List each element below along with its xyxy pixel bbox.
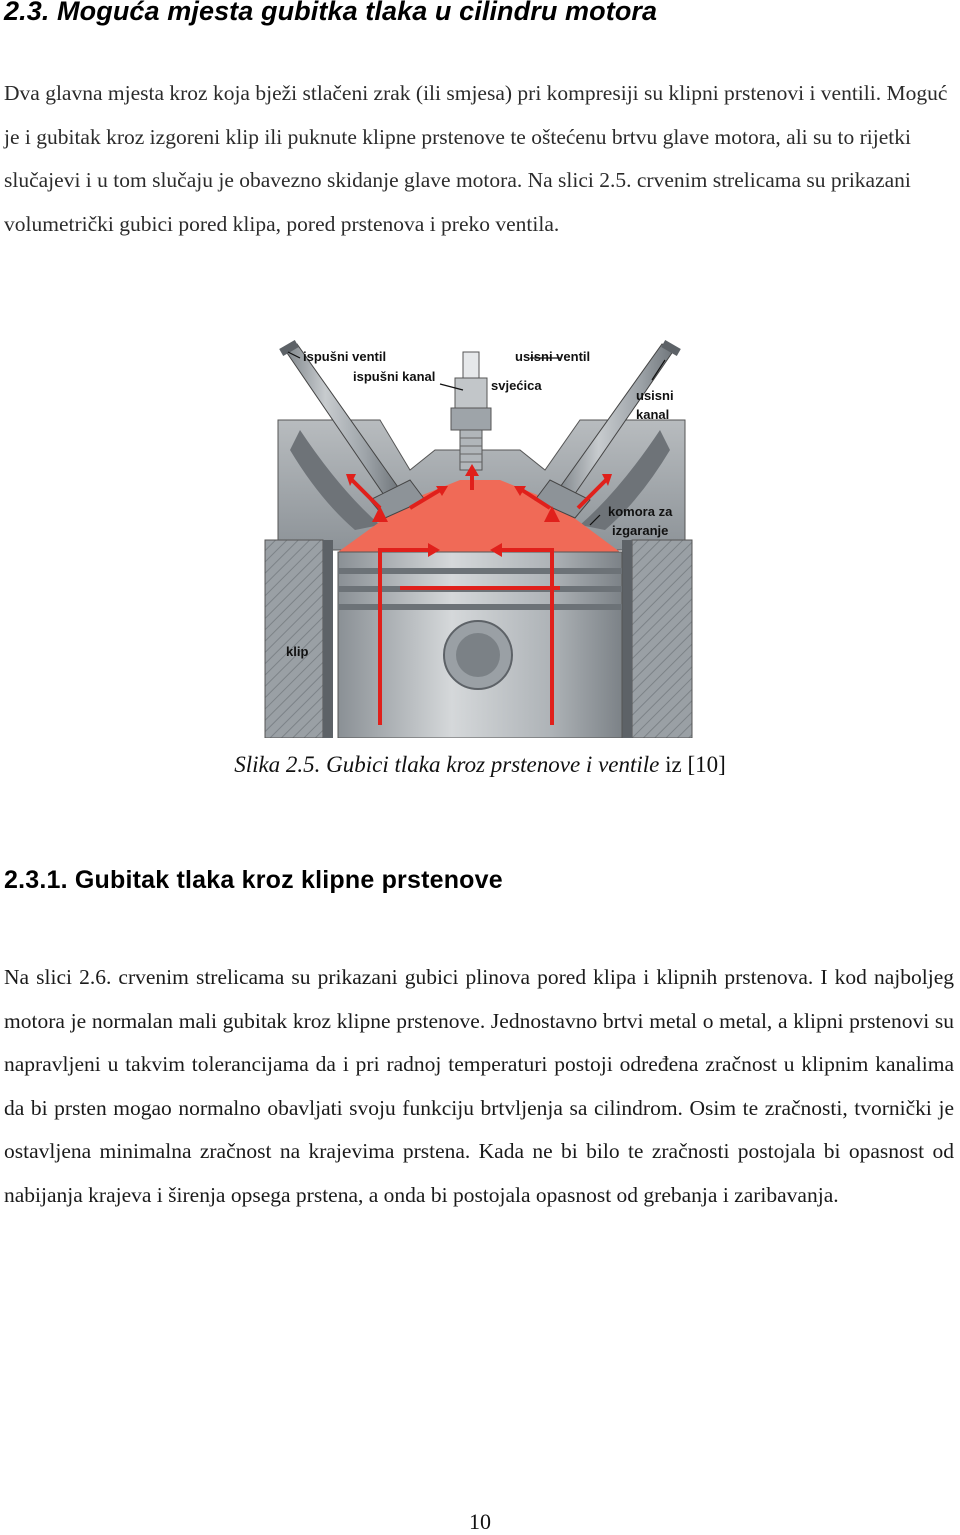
label-combustion-chamber-1: komora za xyxy=(608,504,673,519)
label-exhaust-port: ispušni kanal xyxy=(353,369,436,384)
figure-caption xyxy=(0,752,960,778)
label-combustion-chamber-2: izgaranje xyxy=(612,523,669,538)
label-exhaust-valve: ispušni ventil xyxy=(303,349,387,364)
body-paragraph: Na slici 2.6. crvenim strelicama su prikazani gubici plinova pored klipa i klipnih prstenova. I kod najboljeg motora je normalan mali gubitak kroz klipne prstenove. Jednostavno brtvi metal o metal, a klipni prstenovi su napravljeni u takvim tolerancijama da i pri radnoj temperaturi postoji određena zračnost u klipnim kanalima da bi prsten mogao normalno obavljati svoju funkciju brtvljenja sa cilindrom. Osim te zračnosti, tvornički je ostavljena minimalna zračnost na krajevima prstena. Kada ne bi bilo te zračnosti postojala bi opasnost od nabijanja krajeva i širenja opsega prstena, a onda bi postojala opasnost od grebanja i zaribavanja. xyxy=(4,965,954,1207)
label-intake-port-1: usisni xyxy=(636,388,674,403)
page-number: 10 xyxy=(469,1509,491,1534)
label-intake-valve: usisni ventil xyxy=(515,349,591,364)
label-intake-port-2: kanal xyxy=(636,407,670,422)
section-title: 2.3. Moguća mjesta gubitka tlaka u cilindru motora xyxy=(4,0,658,26)
figure-caption-source: iz [10] xyxy=(665,752,726,777)
figure-caption-title: Slika 2.5. Gubici tlaka kroz prstenove i ventile xyxy=(234,752,666,777)
label-piston: klip xyxy=(286,644,309,659)
engine-cylinder-figure xyxy=(260,340,700,738)
intro-paragraph: Dva glavna mjesta kroz koja bježi stlačeni zrak (ili smjesa) pri kompresiji su klipni prstenovi i ventili. Moguć je i gubitak kroz izgoreni klip ili puknute klipne prstenove te oštećenu brtvu glave motora, ali su to rijetki slučajevi i u tom slučaju je obavezno skidanje glave motora. Na slici 2.5. crvenim strelicama su prikazani volumetrički gubici pored klipa, pored prstenova i preko ventila. xyxy=(4,81,948,236)
cylinder-cross-section-diagram xyxy=(260,340,700,738)
label-spark-plug: svjećica xyxy=(491,378,542,393)
subsection-title: 2.3.1. Gubitak tlaka kroz klipne prstenove xyxy=(4,866,503,894)
